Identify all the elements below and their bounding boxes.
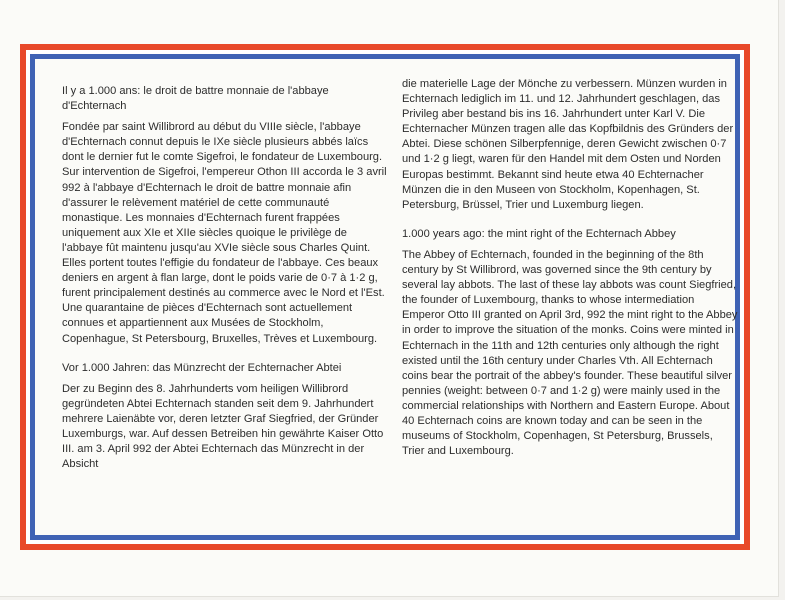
english-body: The Abbey of Echternach, founded in the beginning of the 8th century by St Willibrord, was governed since the 9th century by several lay abbots. The last of these lay abbots was count Siegfried, the founder of Luxembourg, thanks to whose intermediation Emperor Otto III granted on April 3rd, 992 the mint right to the Abbey in order to improve the situation of the monks. Coins were minted in Echternach in the 11th and 12th centuries only although the right existed until the 16th century under Charles Vth. All Echternach coins bear the portrait of the abbey's founder. These beautiful silver pennies (weight: between 0·7 and 1·2 g) were mainly used in the commercial relationships with Northern and Eastern Europe. About 40 Echternach coins are known today and can be seen in the museums of Stockholm, Copenhagen, St Petersburg, Brussels, Trier and Luxembourg. — [402, 248, 738, 458]
french-body: Fondée par saint Willibrord au début du VIIIe siècle, l'abbaye d'Echternach connut depuis le IXe siècle plusieurs abbés laïcs dont le dernier fut le comte Sigefroi, le fondateur de Luxembourg. Sur intervention de Sigefroi, l'empereur Othon III accorda le 3 avril 992 à l'abbaye d'Echternach le droit de battre monnaie afin d'assurer le relèvement matériel de cette communauté monastique. Les monnaies d'Echternach furent frappées uniquement aux XIe et XIIe siècles quoique le privilège de l'abbaye fût maintenu jusqu'au XVIe siècle sous Charles Quint. Elles portent toutes l'effigie du fondateur de l'abbaye. Ces beaux deniers en argent à flan large, dont le poids varie de 0·7 à 1·2 g, furent principalement destinés au commerce avec le Nord et l'Est. Une quarantaine de pièces d'Echternach sont actuellement connues et appartiennent aux Musées de Stockholm, Copenhague, St Petersbourg, Bruxelles, Trèves et Luxembourg. — [62, 121, 387, 345]
english-title: 1.000 years ago: the mint right of the Echternach Abbey — [402, 227, 676, 240]
french-title: Il y a 1.000 ans: le droit de battre monnaie de l'abbaye d'Echternach — [62, 85, 329, 113]
right-column — [402, 77, 738, 473]
german-body-part2: die materielle Lage der Mönche zu verbessern. Münzen wurden in Echternach lediglich im 11. und 12. Jahrhundert geschlagen, das Privileg aber bestand bis ins 16. Jahrhundert unter Karl V. Die Echternacher Münzen tragen alle das Kopfbildnis des Gründers der Abtei. Diese schönen Silberpfennige, deren Gewicht zwischen 0·7 und 1·2 g liegt, waren für den Handel mit dem Osten und Norden Europas bestimmt. Bekannt sind heute etwa 40 Echternacher Münzen die in den Museen von Stockholm, Kopenhagen, St. Petersburg, Brüssel, Trier und Luxemburg liegen. — [402, 78, 734, 211]
german-title: Vor 1.000 Jahren: das Münzrecht der Echternacher Abtei — [62, 361, 342, 374]
german-body-part1: Der zu Beginn des 8. Jahrhunderts vom heiligen Willibrord gegründeten Abtei Echternach standen seit dem 9. Jahrhundert mehrere Laienäbte vor, deren letzter Graf Siegfried, der Gründer Luxemburgs, war. Auf dessen Betreiben hin gewährte Kaiser Otto III. am 3. April 992 der Abtei Echternach das Münzrecht in der Absicht — [62, 382, 384, 471]
left-column — [62, 84, 390, 486]
